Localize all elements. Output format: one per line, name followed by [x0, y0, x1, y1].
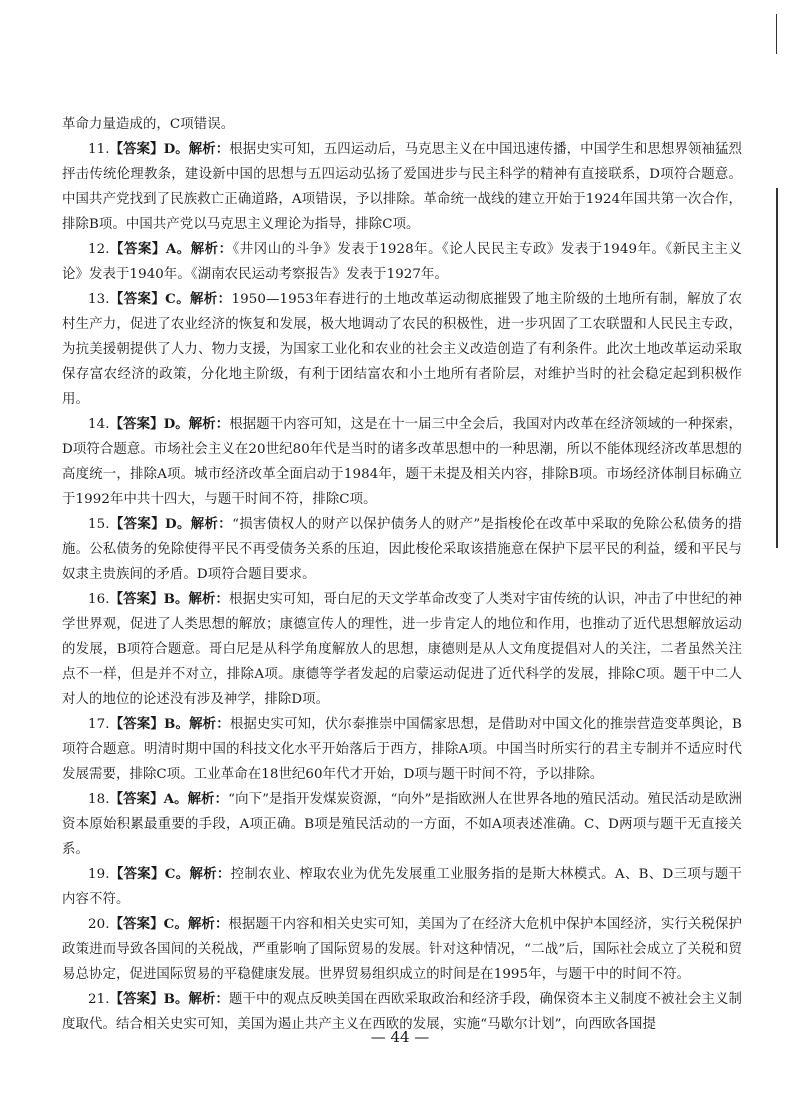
page-number: — 44 —: [370, 1028, 430, 1046]
explanation-label: 解析：: [190, 516, 233, 532]
explanation-text: “损害债权人的财产以保护债务人的财产”是指梭伦在改革中采取的免除公私债务的措施。公私债务的免除使得平民不再受债务关系的压迫，因此梭伦采取该措施意在保护下层平民的利益，缓和平民与奴隶主贵族间的矛盾。D项符合题目要求。: [62, 517, 742, 582]
margin-rule: [776, 188, 778, 548]
answer-label: 【答案】C。: [109, 291, 191, 307]
answer-label: 【答案】B。: [109, 991, 189, 1007]
explanation-text: 根据史实可知，五四运动后，马克思主义在中国迅速传播，中国学生和思想界领袖猛烈抨击传统伦理教条，建设新中国的思想与五四运动弘扬了爱国进步与民主科学的精神有直接联系，D项符合题意。中国共产党找到了民族救亡正确道路，A项错误，予以排除。革命统一战线的建立开始于1924年国共第一次合作，排除B项。中国共产党以马克思主义理论为指导，排除C项。: [62, 142, 742, 232]
explanation-text: 《井冈山的斗争》发表于1928年。《论人民民主专政》发表于1949年。《新民主主义论》发表于1940年。《湖南农民运动考察报告》发表于1927年。: [62, 242, 742, 282]
explanation-label: 解析：: [188, 141, 230, 157]
question-number: 21.: [88, 992, 110, 1007]
answer-label: 【答案】B。: [109, 716, 190, 732]
question-number: 13.: [88, 292, 110, 307]
explanation-text: 1950—1953年春进行的土地改革运动彻底摧毁了地主阶级的土地所有制，解放了农村生产力，促进了农业经济的恢复和发展，极大地调动了农民的积极性，进一步巩固了工农联盟和人民民主专政，为抗美援朝提供了人力、物力支援，为国家工业化和农业的社会主义改造创造了有利条件。此次土地改革运动采取保存富农经济的政策，分化地主阶级，有利于团结富农和小土地所有者阶层，对维护当时的社会稳定起到积极作用。: [62, 292, 742, 407]
question-number: 14.: [88, 417, 110, 432]
question-number: 11.: [88, 142, 110, 157]
answer-label: 【答案】B。: [109, 591, 189, 607]
explanation-label: 解析：: [188, 416, 230, 432]
answer-explanations: [62, 112, 742, 1037]
explanation-text: 根据题干内容和相关史实可知，美国为了在经济大危机中保护本国经济，实行关税保护政策进而导致各国间的关税战，严重影响了国际贸易的发展。针对这种情况，“二战”后，国际社会成立了关税和贸易总协定，促进国际贸易的平稳健康发展。世界贸易组织成立的时间是在1995年，与题干中的时间不符。: [62, 917, 742, 982]
explanation-label: 解析：: [187, 916, 229, 932]
question-number: 12.: [88, 242, 110, 257]
explanation-text: 题干中的观点反映美国在西欧采取政治和经济手段，确保资本主义制度不被社会主义制度取代。结合相关史实可知，美国为遏止共产主义在西欧的发展，实施“马歇尔计划”，向西欧各国提: [62, 992, 742, 1032]
explanation-label: 解析：: [190, 291, 232, 307]
answer-label: 【答案】C。: [109, 866, 190, 882]
answer-label: 【答案】A。: [109, 791, 188, 807]
explanation-label: 解析：: [187, 791, 229, 807]
explanation-text: 控制农业、榨取农业为优先发展重工业服务指的是斯大林模式。A、B、D三项与题干内容不符。: [62, 867, 742, 907]
explanation-paragraph-p14: [62, 412, 742, 512]
question-number: 19.: [88, 867, 110, 882]
answer-label: 【答案】C。: [109, 916, 188, 932]
explanation-paragraph-p12: [62, 237, 742, 287]
explanation-text: 革命力量造成的，C项错误。: [62, 117, 235, 132]
explanation-text: 根据史实可知，伏尔泰推崇中国儒家思想，是借助对中国文化的推崇营造变革舆论，B项符合题意。明清时期中国的科技文化水平开始落后于西方，排除A项。中国当时所实行的君主专制并不适应时代发展需要，排除C项。工业革命在18世纪60年代才开始，D项与题干时间不符，予以排除。: [62, 717, 743, 782]
answer-label: 【答案】D。: [109, 516, 191, 532]
explanation-paragraph-p11: [62, 137, 742, 237]
explanation-paragraph-p17: [62, 712, 742, 787]
explanation-label: 解析：: [189, 716, 230, 732]
explanation-paragraph-p16: [62, 587, 742, 712]
question-number: 18.: [88, 792, 110, 807]
explanation-text: 根据史实可知，哥白尼的天文学革命改变了人类对宇宙传统的认识，冲击了中世纪的神学世界观，促进了人类思想的解放；康德宣传人的理性，进一步肯定人的地位和作用，也推动了近代思想解放运动的发展，B项符合题意。哥白尼是从科学角度解放人的思想，康德则是从人文角度提倡对人的关注，二者虽然关注点不一样，但是并不对立，排除A项。康德等学者发起的启蒙运动促进了近代科学的发展，排除C项。题干中二人对人的地位的论述没有涉及神学，排除D项。: [62, 592, 742, 707]
answer-label: 【答案】A。: [109, 241, 191, 257]
answer-label: 【答案】D。: [109, 141, 189, 157]
explanation-label: 解析：: [190, 241, 233, 257]
question-number: 15.: [88, 517, 110, 532]
explanation-label: 解析：: [188, 991, 230, 1007]
question-number: 17.: [88, 717, 110, 732]
explanation-paragraph-p10-tail: [62, 112, 742, 137]
explanation-label: 解析：: [188, 591, 230, 607]
explanation-paragraph-p15: [62, 512, 742, 587]
answer-label: 【答案】D。: [109, 416, 189, 432]
margin-rule-top: [776, 14, 777, 54]
question-number: 16.: [88, 592, 110, 607]
explanation-paragraph-p20: [62, 912, 742, 987]
explanation-text: “向下”是指开发煤炭资源，“向外”是指欧洲人在世界各地的殖民活动。殖民活动是欧洲资本原始积累最重要的手段，A项正确。B项是殖民活动的一方面，不如A项表述准确。C、D两项与题干无直接关系。: [62, 792, 742, 857]
explanation-paragraph-p18: [62, 787, 742, 862]
explanation-paragraph-p19: [62, 862, 742, 912]
explanation-paragraph-p13: [62, 287, 742, 412]
question-number: 20.: [88, 917, 110, 932]
explanation-text: 根据题干内容可知，这是在十一届三中全会后，我国对内改革在经济领域的一种探索，D项符合题意。市场社会主义在20世纪80年代是当时的诸多改革思想中的一种思潮，所以不能体现经济改革思想的高度统一，排除A项。城市经济改革全面启动于1984年，题干未提及相关内容，排除B项。市场经济体制目标确立于1992年中共十四大，与题干时间不符，排除C项。: [62, 417, 742, 507]
explanation-label: 解析：: [189, 866, 231, 882]
